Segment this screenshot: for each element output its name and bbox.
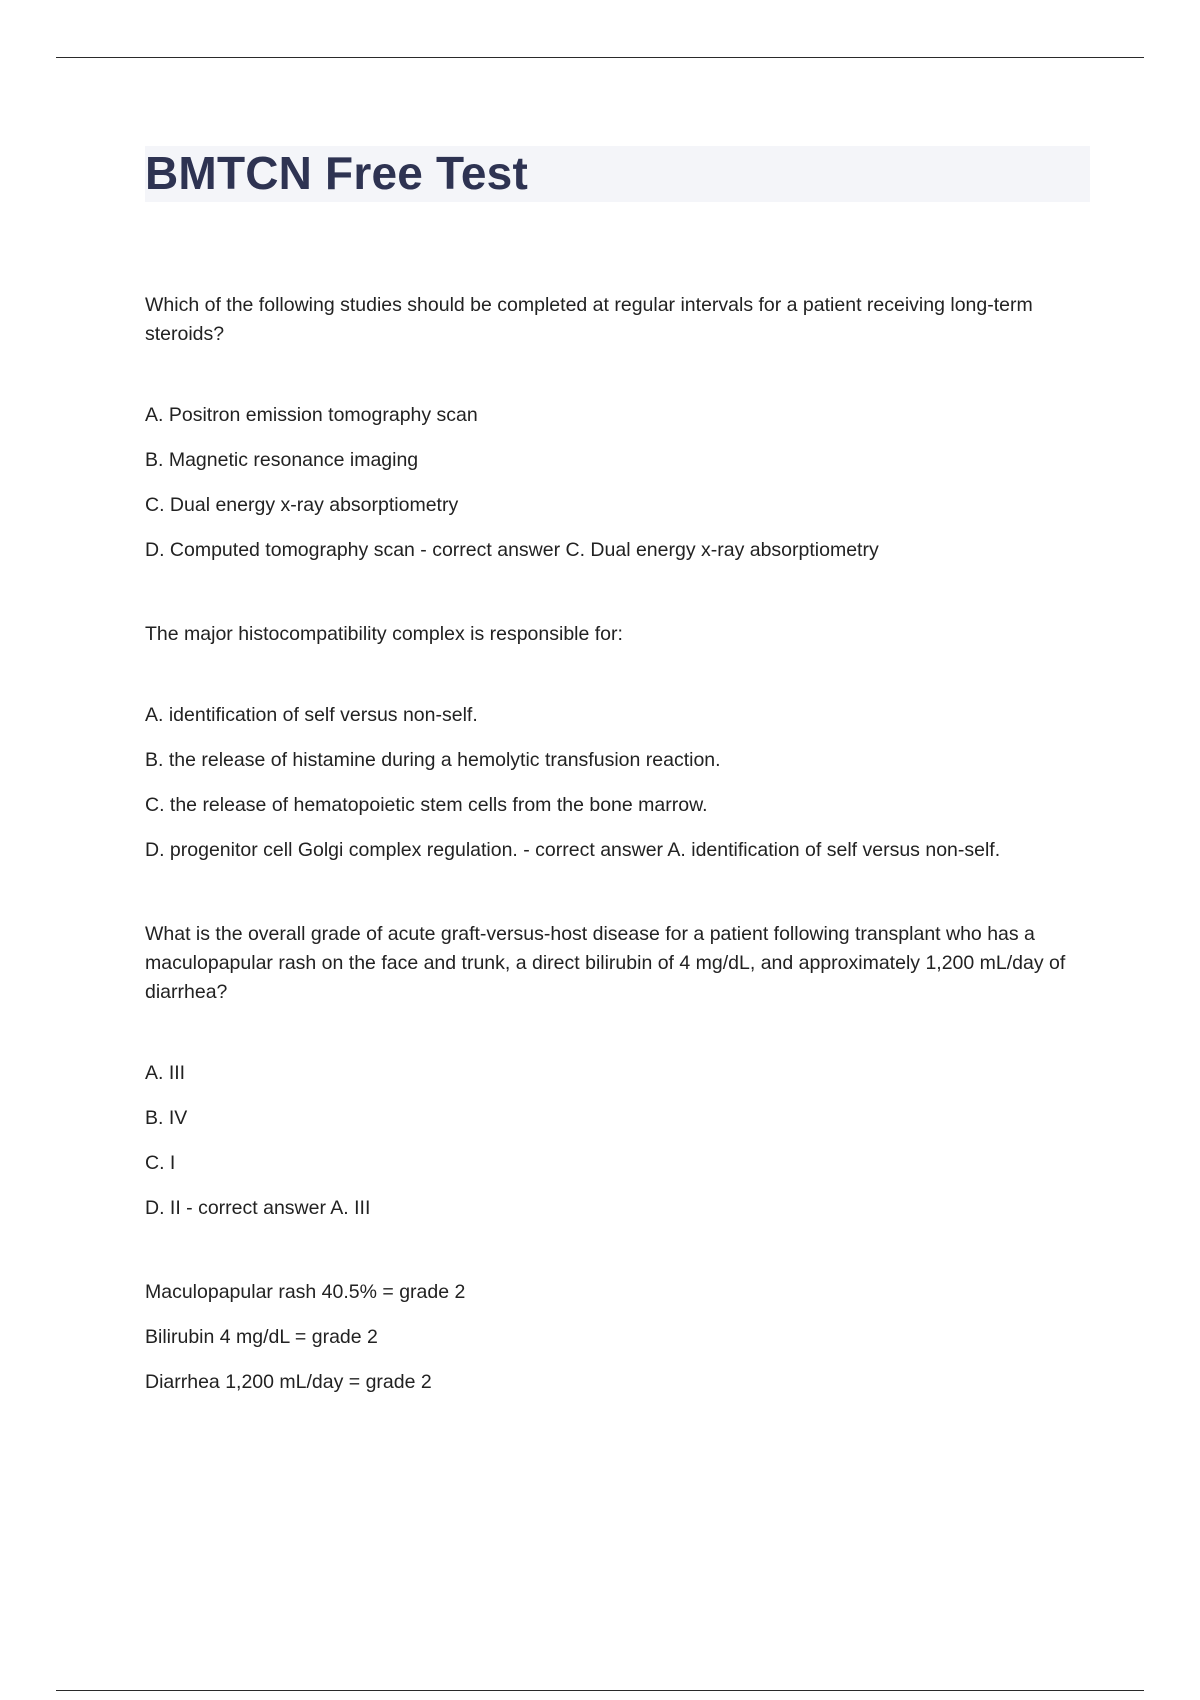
question-1-prompt: Which of the following studies should be completed at regular intervals for a patient receiving long-term steroids? [145, 294, 1033, 345]
question-2-option-b: B. the release of histamine during a hemolytic transfusion reaction. [145, 749, 721, 771]
question-1-option-a: A. Positron emission tomography scan [145, 404, 478, 426]
question-1-option-b: B. Magnetic resonance imaging [145, 449, 419, 471]
question-block-3 [145, 920, 1085, 1223]
question-2-option-c: C. the release of hematopoietic stem cells from the bone marrow. [145, 794, 708, 816]
question-2-option-a: A. identification of self versus non-self. [145, 704, 478, 726]
question-2-option-d: D. progenitor cell Golgi complex regulation. - correct answer A. identification of self versus non-self. [145, 839, 1001, 861]
question-3-option-a: A. III [145, 1062, 186, 1084]
question-3-option-c: C. I [145, 1152, 176, 1174]
question-1-option-c: C. Dual energy x-ray absorptiometry [145, 494, 459, 516]
note-diarrhea-grade: Diarrhea 1,200 mL/day = grade 2 [145, 1371, 432, 1393]
question-3-option-d: D. II - correct answer A. III [145, 1197, 371, 1219]
grading-notes [145, 1278, 1085, 1397]
question-3-option-b: B. IV [145, 1107, 188, 1129]
page-title: BMTCN Free Test [145, 147, 528, 199]
document-body [145, 291, 1085, 1413]
question-block-1 [145, 291, 1085, 565]
header-rule [56, 57, 1144, 58]
spacer [145, 1223, 1085, 1278]
spacer [145, 565, 1085, 620]
footer-rule [56, 1690, 1144, 1691]
spacer [145, 865, 1085, 920]
question-1-option-d: D. Computed tomography scan - correct answer C. Dual energy x-ray absorptiometry [145, 539, 879, 561]
question-block-2 [145, 620, 1085, 865]
note-rash-grade: Maculopapular rash 40.5% = grade 2 [145, 1281, 466, 1303]
question-2-prompt: The major histocompatibility complex is responsible for: [145, 623, 623, 645]
note-bilirubin-grade: Bilirubin 4 mg/dL = grade 2 [145, 1326, 378, 1348]
question-3-prompt: What is the overall grade of acute graft-versus-host disease for a patient following transplant who has a maculopapular rash on the face and trunk, a direct bilirubin of 4 mg/dL, and approximately 1,200 mL/day of diarrhea? [145, 923, 1066, 1003]
